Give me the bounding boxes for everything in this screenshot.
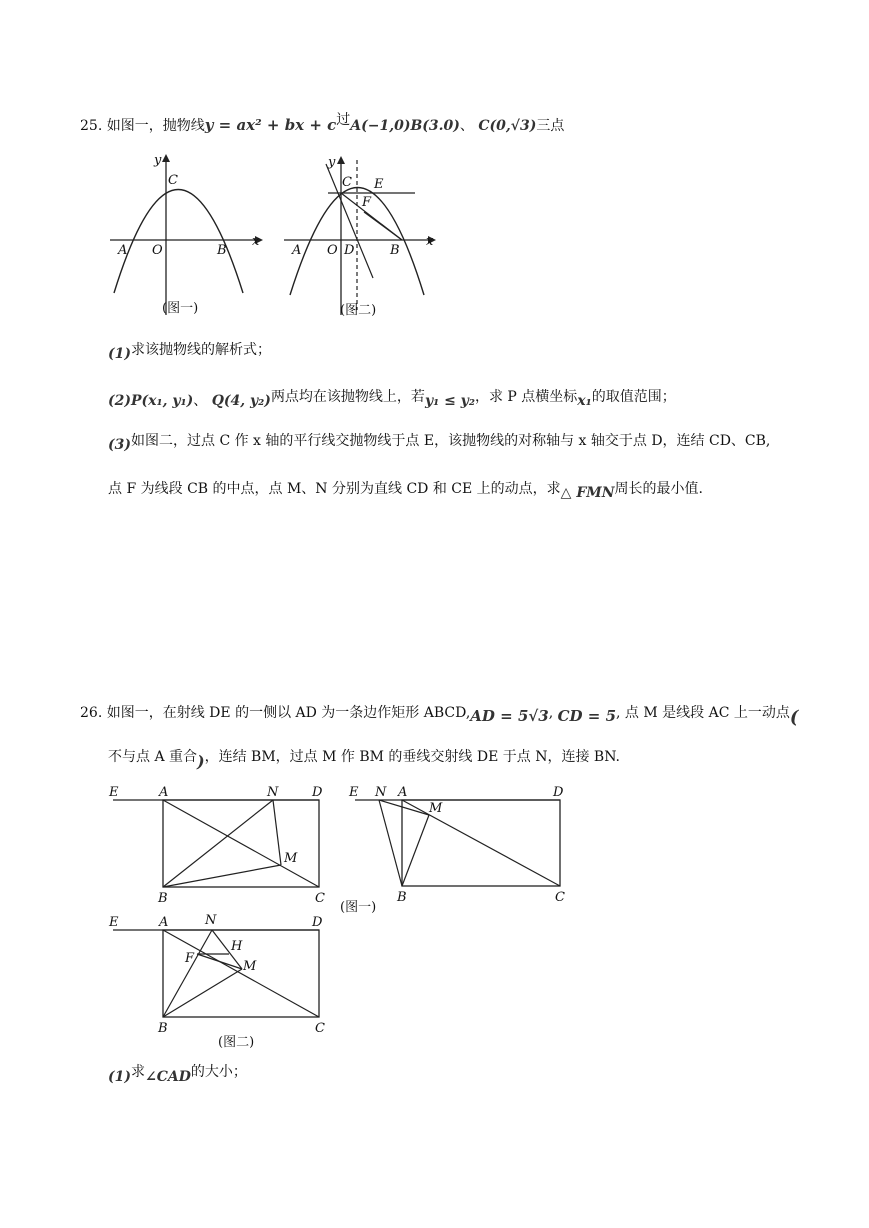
- line-nb: [379, 800, 402, 886]
- figure-1-caption: (图一): [162, 301, 199, 316]
- label-b: B: [390, 243, 400, 258]
- line-bn: [163, 800, 273, 887]
- line-bm: [402, 815, 429, 886]
- q26-figure-b: [345, 780, 575, 915]
- label-n: N: [267, 785, 279, 800]
- q25-figure-2: [278, 150, 448, 320]
- q26-part-1: (1)求∠CAD的大小；: [108, 1064, 247, 1085]
- label-e: E: [109, 785, 119, 800]
- label-d: D: [553, 785, 564, 800]
- q26-figure-c: [105, 910, 335, 1050]
- label-b: B: [158, 891, 168, 906]
- q25-part-3-line-1: (3)如图二，过点 C 作 x 轴的平行线交抛物线于点 E，该抛物线的对称轴与 x 轴交于点 D，连结 CD、CB,: [108, 433, 771, 453]
- diagonal-ac: [163, 800, 319, 887]
- line-nm: [379, 800, 429, 815]
- label-y: y: [154, 153, 162, 168]
- label-f: F: [185, 951, 195, 966]
- label-e: E: [349, 785, 359, 800]
- label-b: B: [158, 1021, 168, 1036]
- label-b: B: [217, 243, 227, 258]
- label-a: A: [292, 243, 302, 258]
- label-x: x: [426, 234, 434, 249]
- label-m: M: [243, 959, 257, 974]
- figure-2-caption: (图二): [218, 1035, 255, 1050]
- line-fb: [364, 212, 402, 240]
- parabola-curve: [114, 190, 243, 294]
- label-a: A: [398, 785, 408, 800]
- label-y: y: [328, 155, 336, 170]
- y-axis-arrow: [337, 156, 345, 164]
- label-b: B: [397, 890, 407, 905]
- label-x: x: [252, 234, 260, 249]
- q25-part-2: (2)P(x₁, y₁)、 Q(4, y₂)两点均在该抛物线上，若y₁ ≤ y₂，求 P 点横坐标x₁的取值范围；: [108, 389, 676, 409]
- q25-stem: 25. 如图一，抛物线y = ax² + bx + c过A(−1,0)B(3.0)、 C(0,√3)三点: [80, 112, 565, 134]
- line-bm: [163, 865, 281, 887]
- label-o: O: [327, 243, 338, 258]
- label-a: A: [159, 915, 169, 930]
- q25-figure-1: [100, 150, 270, 320]
- figure-2-caption: (图二): [340, 303, 377, 318]
- q26-figure-1-caption: (图一): [340, 900, 377, 915]
- label-d: D: [312, 785, 323, 800]
- line-fm: [197, 954, 242, 969]
- q25-part-1: (1)求该抛物线的解析式；: [108, 342, 271, 362]
- label-h: H: [231, 939, 243, 954]
- q25-part-3-line-2: 点 F 为线段 CB 的中点，点 M、N 分别为直线 CD 和 CE 上的动点，求△ FMN周长的最小值.: [108, 481, 703, 501]
- label-c: C: [342, 175, 352, 190]
- label-e: E: [109, 915, 119, 930]
- q26-number: 26.: [80, 705, 103, 721]
- line-bm: [163, 969, 242, 1017]
- q26-stem-line-2: 不与点 A 重合)，连结 BM，过点 M 作 BM 的垂线交射线 DE 于点 N，连接 BN.: [108, 749, 621, 771]
- diagonal-ac: [402, 800, 560, 886]
- label-a: A: [159, 785, 169, 800]
- label-c: C: [315, 1021, 325, 1036]
- label-n: N: [375, 785, 387, 800]
- label-d: D: [344, 243, 355, 258]
- label-c: C: [315, 891, 325, 906]
- q25-points-ab: A(−1,0)B(3.0): [350, 118, 460, 134]
- q25-equation: y = ax² + bx + c: [204, 116, 337, 134]
- label-a: A: [118, 243, 128, 258]
- label-m: M: [429, 801, 443, 816]
- q26-stem-line-1: 26. 如图一，在射线 DE 的一侧以 AD 为一条边作矩形 ABCD,AD = 5√3, CD = 5, 点 M 是线段 AC 上一动点(: [80, 705, 799, 728]
- label-f: F: [362, 195, 372, 210]
- label-m: M: [284, 851, 298, 866]
- line-nm: [273, 800, 281, 865]
- q25-number: 25.: [80, 118, 103, 134]
- label-c: C: [555, 890, 565, 905]
- label-e: E: [374, 177, 384, 192]
- label-o: O: [152, 243, 163, 258]
- q26-figure-a: [105, 780, 335, 910]
- label-c: C: [168, 173, 178, 188]
- label-d: D: [312, 915, 323, 930]
- label-n: N: [205, 913, 217, 928]
- y-axis-arrow: [162, 154, 170, 162]
- q25-point-c: C(0,√3): [478, 118, 537, 134]
